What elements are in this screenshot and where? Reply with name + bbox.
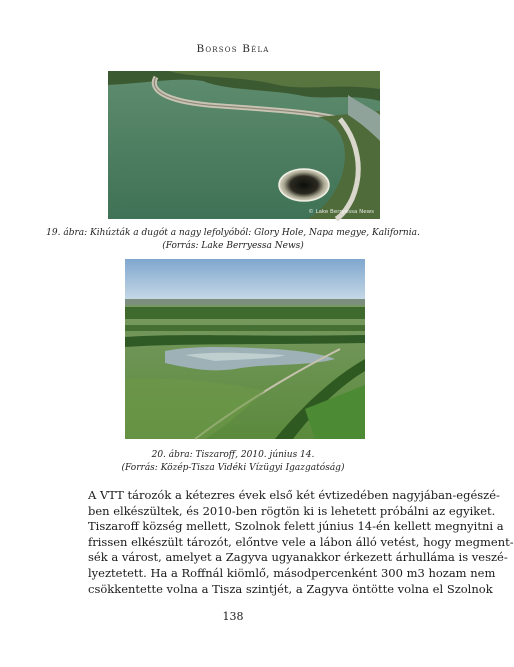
figure-19-caption-source: (Forrás: Lake Berryessa News): [162, 241, 304, 251]
body-line: sék a várost, amelyet a Zagyva ugyanakkor érkezett árhulláma is veszé-: [88, 550, 508, 565]
body-line: lyeztetett. Ha a Roffnál kiömlő, másodpercenként 300 m3 hozam nem: [88, 565, 496, 580]
page-number: 138: [222, 610, 244, 623]
figure-20-photo: [125, 259, 365, 439]
body-line: ben elkészültek, és 2010-ben rögtön ki is lehetett próbálni az egyiket.: [88, 503, 496, 518]
figure-19-caption: [0, 227, 466, 253]
body-line: Tiszaroff község mellett, Szolnok felett június 14-én kellett megnyitni a: [88, 519, 504, 534]
body-line: csökkentette volna a Tisza szintjét, a Zagyva öntötte volna el Szolnok: [88, 581, 493, 596]
figure-20-caption-source: (Forrás: Közép-Tisza Vidéki Vízügyi Igazgatóság): [121, 463, 345, 473]
body-line: A VTT tározók a kétezres évek első két évtizedében nagyjában-egészé-: [88, 488, 500, 502]
figure-19-caption-title: 19. ábra: Kihúzták a dugót a nagy lefolyóból: Glory Hole, Napa megye, Kalifornia.: [46, 228, 420, 238]
figure-19-photo: [108, 71, 380, 219]
tiszaroff-aerial-image: [125, 259, 365, 439]
glory-hole-image: [108, 71, 380, 219]
figure-20-caption-title: 20. ábra: Tiszaroff, 2010. június 14.: [151, 450, 315, 460]
body-paragraph: [88, 488, 514, 597]
running-header: Borsos Béla: [196, 43, 270, 55]
photo-watermark: © Lake Berryessa News: [308, 209, 374, 215]
figure-20-caption: [0, 449, 466, 475]
body-line: frissen elkészült tározót, előntve vele a lábon álló vetést, hogy megment-: [88, 534, 514, 549]
